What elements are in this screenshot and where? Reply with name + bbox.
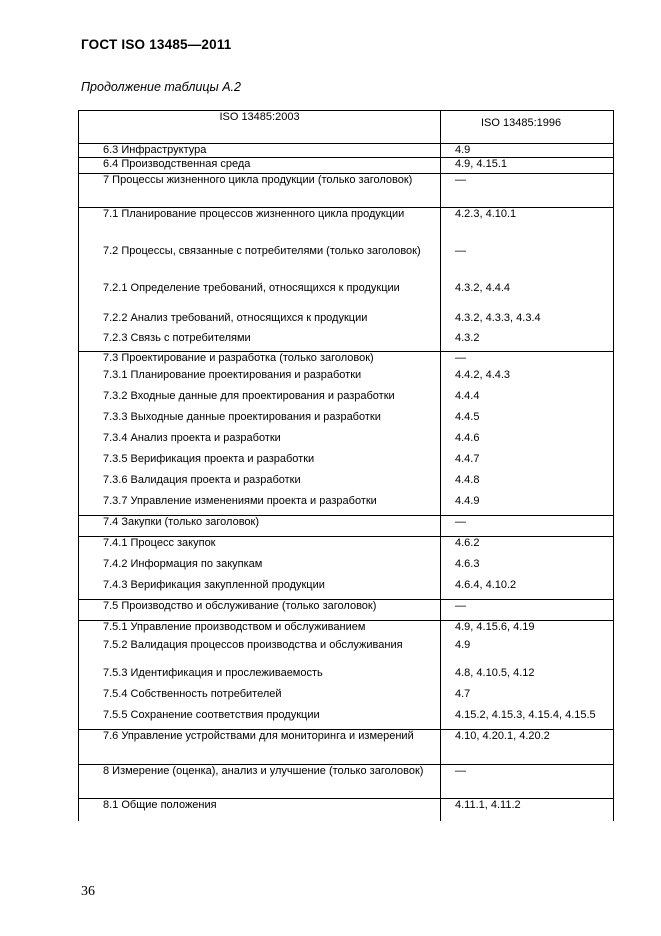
clause-text: 7.4.3 Верификация закупленной продукции xyxy=(103,578,325,591)
iso-2003-clause xyxy=(79,369,441,390)
clause-text: 7.3.3 Выходные данные проектирования и разработки xyxy=(103,410,381,423)
table-row xyxy=(79,332,614,352)
table-row xyxy=(79,411,614,432)
clause-text: 7.2.3 Связь с потребителями xyxy=(103,331,251,344)
iso-1996-reference: — xyxy=(441,516,614,537)
clause-text: 7.5.3 Идентификация и прослеживаемость xyxy=(103,666,323,679)
iso-2003-clause xyxy=(79,174,441,208)
clause-text: 7.1 Планирование процессов жизненного цикла продукции xyxy=(103,208,405,220)
iso-1996-reference: 4.9 xyxy=(441,144,614,158)
clause-text: 7.5.4 Собственность потребителей xyxy=(103,687,282,700)
table-row xyxy=(79,352,614,369)
iso-1996-reference: 4.6.3 xyxy=(441,558,614,579)
iso-2003-clause xyxy=(79,730,441,765)
iso-2003-clause xyxy=(79,495,441,516)
iso-1996-reference: 4.4.8 xyxy=(441,474,614,495)
page-number: 36 xyxy=(81,884,95,899)
iso-1996-reference: 4.8, 4.10.5, 4.12 xyxy=(441,667,614,688)
iso-2003-clause xyxy=(79,667,441,688)
column-header-iso-2003: ISO 13485:2003 xyxy=(79,111,441,144)
iso-1996-reference: — xyxy=(441,245,614,282)
clause-text: 7.5.5 Сохранение соответствия продукции xyxy=(103,708,320,721)
iso-1996-reference: — xyxy=(441,352,614,369)
clause-text: 7.5 Производство и обслуживание (только заголовок) xyxy=(103,600,377,612)
table-row xyxy=(79,282,614,312)
table-row xyxy=(79,730,614,765)
table-row xyxy=(79,245,614,282)
table-row xyxy=(79,516,614,537)
iso-2003-clause xyxy=(79,474,441,495)
iso-2003-clause xyxy=(79,312,441,332)
clause-text: 7.2 Процессы, связанные с потребителями (только заголовок) xyxy=(103,244,421,257)
table-row xyxy=(79,621,614,639)
table-row xyxy=(79,688,614,709)
clause-text: 7.2.1 Определение требований, относящихся к продукции xyxy=(103,281,400,294)
iso-2003-clause xyxy=(79,245,441,282)
iso-1996-reference: 4.10, 4.20.1, 4.20.2 xyxy=(441,730,614,765)
clause-text: 6.4 Производственная среда xyxy=(103,158,251,170)
document-header: ГОСТ ISO 13485—2011 xyxy=(81,37,232,52)
table-row xyxy=(79,432,614,453)
iso-1996-reference: 4.4.7 xyxy=(441,453,614,474)
table-row xyxy=(79,765,614,799)
iso-1996-reference: 4.2.3, 4.10.1 xyxy=(441,208,614,245)
iso-1996-reference: 4.4.6 xyxy=(441,432,614,453)
table-row xyxy=(79,639,614,667)
iso-1996-reference: 4.15.2, 4.15.3, 4.15.4, 4.15.5 xyxy=(441,709,614,730)
iso-1996-reference: — xyxy=(441,174,614,208)
clause-text: 7.4.1 Процесс закупок xyxy=(103,537,216,549)
correspondence-table xyxy=(78,110,614,821)
iso-1996-reference: 4.6.2 xyxy=(441,537,614,558)
iso-1996-reference: 4.11.1, 4.11.2 xyxy=(441,799,614,821)
iso-2003-clause xyxy=(79,799,441,821)
iso-1996-reference: 4.4.5 xyxy=(441,411,614,432)
iso-1996-reference: 4.4.4 xyxy=(441,390,614,411)
clause-text: 7.3.5 Верификация проекта и разработки xyxy=(103,452,315,465)
iso-2003-clause xyxy=(79,411,441,432)
iso-2003-clause xyxy=(79,537,441,558)
iso-1996-reference: 4.4.9 xyxy=(441,495,614,516)
iso-2003-clause xyxy=(79,516,441,537)
iso-2003-clause xyxy=(79,709,441,730)
clause-text: 7.6 Управление устройствами для мониторинга и измерений xyxy=(103,730,414,742)
clause-text: 7.3.2 Входные данные для проектирования и разработки xyxy=(103,389,395,402)
table-body xyxy=(79,144,614,821)
column-header-iso-1996: ISO 13485:1996 xyxy=(441,111,614,144)
table-row xyxy=(79,144,614,158)
table-row xyxy=(79,600,614,621)
iso-2003-clause xyxy=(79,144,441,158)
clause-text: 7.3 Проектирование и разработка (только заголовок) xyxy=(103,352,374,364)
clause-text: 7.3.4 Анализ проекта и разработки xyxy=(103,431,281,444)
iso-1996-reference: 4.6.4, 4.10.2 xyxy=(441,579,614,600)
iso-2003-clause xyxy=(79,579,441,600)
table-row xyxy=(79,667,614,688)
iso-1996-reference: 4.3.2, 4.4.4 xyxy=(441,282,614,312)
iso-1996-reference: 4.7 xyxy=(441,688,614,709)
iso-1996-reference: — xyxy=(441,600,614,621)
clause-text: 7.4.2 Информация по закупкам xyxy=(103,557,263,570)
iso-1996-reference: 4.4.2, 4.4.3 xyxy=(441,369,614,390)
clause-text: 7.5.2 Валидация процессов производства и обслуживания xyxy=(103,638,403,651)
iso-1996-reference: 4.9, 4.15.6, 4.19 xyxy=(441,621,614,639)
table-row xyxy=(79,369,614,390)
clause-text: 8.1 Общие положения xyxy=(103,799,217,811)
table-row xyxy=(79,390,614,411)
iso-2003-clause xyxy=(79,332,441,352)
iso-1996-reference: 4.9 xyxy=(441,639,614,667)
table-row xyxy=(79,208,614,245)
iso-2003-clause xyxy=(79,158,441,174)
table-row xyxy=(79,312,614,332)
table-row xyxy=(79,558,614,579)
iso-2003-clause xyxy=(79,558,441,579)
iso-2003-clause xyxy=(79,432,441,453)
table-row xyxy=(79,579,614,600)
clause-text: 7.3.1 Планирование проектирования и разработки xyxy=(103,368,362,381)
table-header-row xyxy=(79,111,614,144)
table-row xyxy=(79,709,614,730)
table-row xyxy=(79,537,614,558)
clause-text: 7.5.1 Управление производством и обслуживанием xyxy=(103,621,366,633)
iso-2003-clause xyxy=(79,208,441,245)
iso-2003-clause xyxy=(79,282,441,312)
iso-2003-clause xyxy=(79,390,441,411)
iso-2003-clause xyxy=(79,453,441,474)
clause-text: 7.3.7 Управление изменениями проекта и разработки xyxy=(103,494,377,507)
table-row xyxy=(79,453,614,474)
iso-2003-clause xyxy=(79,765,441,799)
clause-text: 8 Измерение (оценка), анализ и улучшение (только заголовок) xyxy=(103,765,424,777)
table-row xyxy=(79,799,614,821)
iso-1996-reference: 4.3.2, 4.3.3, 4.3.4 xyxy=(441,312,614,332)
clause-text: 7.4 Закупки (только заголовок) xyxy=(103,516,260,528)
table-row xyxy=(79,174,614,208)
clause-text: 7.2.2 Анализ требований, относящихся к продукции xyxy=(103,311,368,324)
table-row xyxy=(79,474,614,495)
table-row xyxy=(79,495,614,516)
iso-2003-clause xyxy=(79,621,441,639)
table-caption: Продолжение таблицы А.2 xyxy=(81,80,241,94)
iso-2003-clause xyxy=(79,639,441,667)
table-row xyxy=(79,158,614,174)
clause-text: 6.3 Инфраструктура xyxy=(103,144,207,156)
clause-text: 7 Процессы жизненного цикла продукции (только заголовок) xyxy=(103,174,413,186)
clause-text: 7.3.6 Валидация проекта и разработки xyxy=(103,473,301,486)
iso-1996-reference: — xyxy=(441,765,614,799)
iso-1996-reference: 4.9, 4.15.1 xyxy=(441,158,614,174)
iso-1996-reference: 4.3.2 xyxy=(441,332,614,352)
iso-2003-clause xyxy=(79,688,441,709)
iso-2003-clause xyxy=(79,352,441,369)
iso-2003-clause xyxy=(79,600,441,621)
